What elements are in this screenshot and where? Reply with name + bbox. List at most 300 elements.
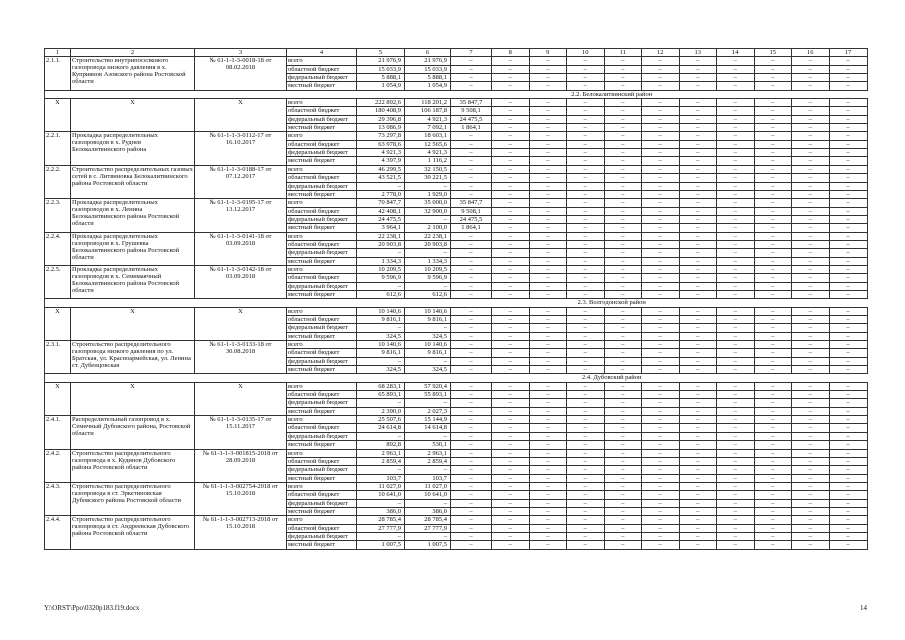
amount-later-year: – [642, 416, 680, 424]
amount-later-year: – [829, 149, 867, 157]
amount-total: 22 238,1 [357, 232, 405, 240]
amount-later-year: – [754, 157, 792, 165]
section-blank [45, 299, 357, 307]
amount-later-year: – [529, 366, 567, 374]
amount-later-year: – [717, 82, 755, 90]
amount-later-year: – [529, 491, 567, 499]
amount-later-year: – [792, 65, 830, 73]
amount-total: 9 816,1 [357, 349, 405, 357]
funding-source: всего [287, 132, 357, 140]
funding-source: всего [287, 99, 357, 107]
item-number: 2.4.4. [45, 516, 71, 549]
item-number: 2.1.1. [45, 57, 71, 90]
amount-year-1: 32 150,5 [405, 165, 451, 173]
amount-later-year: – [679, 441, 717, 449]
amount-later-year: – [792, 149, 830, 157]
amount-later-year: – [642, 391, 680, 399]
amount-later-year: – [717, 99, 755, 107]
object-name: Х [71, 307, 195, 340]
amount-later-year: – [792, 140, 830, 148]
amount-year-2: 24 475,5 [451, 115, 492, 123]
amount-later-year: – [642, 382, 680, 390]
amount-later-year: – [717, 232, 755, 240]
amount-later-year: – [604, 432, 642, 440]
amount-later-year: – [679, 316, 717, 324]
amount-later-year: – [604, 224, 642, 232]
amount-later-year: – [567, 132, 605, 140]
object-name: Строительство внутрипоселкового газопровода низкого давления в х. Куприянов Азовского района Ростовской области [71, 57, 195, 90]
amount-later-year: – [717, 474, 755, 482]
page-number: 14 [860, 604, 867, 612]
amount-later-year: – [792, 290, 830, 298]
amount-total: 65 893,1 [357, 391, 405, 399]
amount-total: 70 847,7 [357, 199, 405, 207]
funding-source: местный бюджет [287, 124, 357, 132]
amount-later-year: – [679, 99, 717, 107]
amount-later-year: – [754, 407, 792, 415]
amount-year-2: – [451, 491, 492, 499]
amount-later-year: – [679, 274, 717, 282]
amount-later-year: – [642, 366, 680, 374]
amount-later-year: – [829, 99, 867, 107]
amount-later-year: – [642, 316, 680, 324]
amount-later-year: – [829, 524, 867, 532]
amount-later-year: – [679, 199, 717, 207]
amount-later-year: – [829, 474, 867, 482]
amount-later-year: – [679, 399, 717, 407]
amount-later-year: – [529, 391, 567, 399]
amount-later-year: – [529, 457, 567, 465]
amount-year-2: – [451, 524, 492, 532]
amount-year-2: – [451, 57, 492, 65]
amount-later-year: – [567, 399, 605, 407]
funding-source: местный бюджет [287, 224, 357, 232]
amount-later-year: – [642, 190, 680, 198]
amount-later-year: – [717, 74, 755, 82]
amount-year-1: – [405, 466, 451, 474]
amount-later-year: – [642, 499, 680, 507]
amount-later-year: – [792, 157, 830, 165]
amount-year-1: 1 054,9 [405, 82, 451, 90]
amount-year-2: 9 508,1 [451, 107, 492, 115]
amount-total: – [357, 182, 405, 190]
amount-later-year: – [754, 257, 792, 265]
amount-later-year: – [492, 382, 530, 390]
amount-later-year: – [529, 190, 567, 198]
amount-later-year: – [567, 190, 605, 198]
amount-later-year: – [754, 174, 792, 182]
table-row [45, 132, 868, 140]
amount-year-2: – [451, 190, 492, 198]
amount-later-year: – [642, 249, 680, 257]
amount-later-year: – [529, 441, 567, 449]
amount-later-year: – [604, 307, 642, 315]
amount-later-year: – [679, 290, 717, 298]
amount-later-year: – [754, 449, 792, 457]
amount-later-year: – [717, 249, 755, 257]
amount-year-1: – [405, 182, 451, 190]
amount-total: 892,8 [357, 441, 405, 449]
amount-later-year: – [529, 432, 567, 440]
amount-later-year: – [567, 499, 605, 507]
amount-later-year: – [679, 382, 717, 390]
amount-later-year: – [792, 190, 830, 198]
amount-later-year: – [754, 366, 792, 374]
amount-year-2: – [451, 391, 492, 399]
amount-later-year: – [567, 249, 605, 257]
amount-total: 13 086,9 [357, 124, 405, 132]
amount-later-year: – [529, 165, 567, 173]
amount-year-1: – [405, 215, 451, 223]
amount-later-year: – [829, 457, 867, 465]
amount-later-year: – [529, 516, 567, 524]
amount-later-year: – [792, 532, 830, 540]
funding-source: местный бюджет [287, 157, 357, 165]
amount-later-year: – [492, 265, 530, 273]
object-name: Строительство распределительного газопровода в ст. Эркетиновская Дубовского района Ростовской области [71, 482, 195, 515]
funding-source: федеральный бюджет [287, 324, 357, 332]
item-number: 2.3.1. [45, 341, 71, 374]
amount-later-year: – [829, 324, 867, 332]
amount-later-year: – [717, 507, 755, 515]
amount-later-year: – [717, 491, 755, 499]
amount-later-year: – [829, 341, 867, 349]
amount-later-year: – [604, 366, 642, 374]
amount-later-year: – [679, 257, 717, 265]
amount-later-year: – [529, 232, 567, 240]
amount-year-2: – [451, 432, 492, 440]
amount-year-2: – [451, 149, 492, 157]
amount-year-2: – [451, 174, 492, 182]
amount-later-year: – [679, 457, 717, 465]
amount-later-year: – [717, 524, 755, 532]
amount-later-year: – [604, 124, 642, 132]
amount-later-year: – [717, 407, 755, 415]
column-number: 7 [451, 49, 492, 57]
funding-source: областной бюджет [287, 349, 357, 357]
amount-later-year: – [604, 466, 642, 474]
funding-source: всего [287, 416, 357, 424]
amount-later-year: – [679, 207, 717, 215]
amount-later-year: – [829, 249, 867, 257]
amount-year-2: – [451, 74, 492, 82]
amount-later-year: – [717, 399, 755, 407]
amount-later-year: – [754, 190, 792, 198]
amount-later-year: – [604, 324, 642, 332]
amount-year-1: 10 209,5 [405, 265, 451, 273]
funding-source: местный бюджет [287, 441, 357, 449]
amount-year-2: – [451, 332, 492, 340]
amount-later-year: – [567, 215, 605, 223]
amount-year-2: – [451, 82, 492, 90]
amount-later-year: – [754, 432, 792, 440]
amount-later-year: – [492, 524, 530, 532]
amount-later-year: – [717, 174, 755, 182]
amount-later-year: – [829, 382, 867, 390]
amount-later-year: – [829, 416, 867, 424]
expertise-doc: № 61-1-1-3-0188-17 от 07.12.2017 [195, 165, 287, 198]
amount-total: 20 903,8 [357, 240, 405, 248]
amount-later-year: – [529, 499, 567, 507]
amount-later-year: – [642, 474, 680, 482]
amount-total: 222 892,6 [357, 99, 405, 107]
amount-year-2: – [451, 399, 492, 407]
amount-year-1: 2 100,0 [405, 224, 451, 232]
amount-later-year: – [492, 407, 530, 415]
amount-later-year: – [529, 132, 567, 140]
amount-later-year: – [642, 491, 680, 499]
amount-later-year: – [679, 524, 717, 532]
amount-later-year: – [529, 99, 567, 107]
expertise-doc: № 61-1-1-3-001815-2018 от 28.09.2018 [195, 449, 287, 482]
amount-later-year: – [492, 341, 530, 349]
funding-source: всего [287, 482, 357, 490]
amount-year-2: – [451, 282, 492, 290]
amount-later-year: – [529, 532, 567, 540]
amount-later-year: – [567, 341, 605, 349]
amount-later-year: – [717, 449, 755, 457]
table-row [45, 382, 868, 390]
funding-source: федеральный бюджет [287, 399, 357, 407]
funding-source: местный бюджет [287, 474, 357, 482]
amount-total: 68 283,1 [357, 382, 405, 390]
amount-later-year: – [567, 457, 605, 465]
amount-later-year: – [567, 149, 605, 157]
amount-later-year: – [642, 240, 680, 248]
amount-total: 1 054,9 [357, 82, 405, 90]
amount-later-year: – [829, 499, 867, 507]
amount-later-year: – [604, 215, 642, 223]
table-row [45, 482, 868, 490]
amount-later-year: – [679, 424, 717, 432]
funding-source: областной бюджет [287, 240, 357, 248]
amount-year-2: – [451, 482, 492, 490]
amount-later-year: – [604, 532, 642, 540]
amount-later-year: – [754, 307, 792, 315]
amount-later-year: – [754, 215, 792, 223]
amount-later-year: – [642, 265, 680, 273]
amount-later-year: – [529, 424, 567, 432]
funding-source: областной бюджет [287, 391, 357, 399]
object-name: Строительство распределительного газопровода в х. Кудинов Дубовского района Ростовской области [71, 449, 195, 482]
amount-later-year: – [567, 507, 605, 515]
funding-source: местный бюджет [287, 290, 357, 298]
amount-later-year: – [829, 157, 867, 165]
amount-later-year: – [642, 507, 680, 515]
amount-total: 324,5 [357, 332, 405, 340]
amount-year-1: 612,6 [405, 290, 451, 298]
amount-later-year: – [529, 482, 567, 490]
amount-later-year: – [529, 182, 567, 190]
expertise-doc: Х [195, 382, 287, 415]
amount-later-year: – [792, 174, 830, 182]
amount-later-year: – [754, 232, 792, 240]
table-row [45, 416, 868, 424]
amount-later-year: – [792, 240, 830, 248]
funding-source: федеральный бюджет [287, 499, 357, 507]
amount-later-year: – [642, 424, 680, 432]
column-number: 2 [71, 49, 195, 57]
amount-later-year: – [829, 240, 867, 248]
amount-year-2: – [451, 499, 492, 507]
column-number: 10 [567, 49, 605, 57]
amount-later-year: – [492, 541, 530, 549]
amount-later-year: – [492, 507, 530, 515]
expertise-doc: Х [195, 99, 287, 132]
amount-later-year: – [829, 140, 867, 148]
amount-year-2: – [451, 541, 492, 549]
column-number: 1 [45, 49, 71, 57]
amount-later-year: – [792, 249, 830, 257]
amount-later-year: – [604, 182, 642, 190]
amount-later-year: – [717, 290, 755, 298]
amount-later-year: – [717, 341, 755, 349]
amount-later-year: – [567, 165, 605, 173]
amount-later-year: – [754, 65, 792, 73]
amount-later-year: – [492, 282, 530, 290]
item-number: 2.2.4. [45, 232, 71, 265]
amount-later-year: – [754, 541, 792, 549]
amount-later-year: – [829, 124, 867, 132]
amount-later-year: – [829, 274, 867, 282]
funding-source: всего [287, 232, 357, 240]
amount-total: – [357, 499, 405, 507]
amount-later-year: – [792, 382, 830, 390]
amount-later-year: – [529, 207, 567, 215]
amount-year-1: 1 007,5 [405, 541, 451, 549]
amount-year-2: – [451, 249, 492, 257]
amount-later-year: – [567, 466, 605, 474]
amount-later-year: – [679, 82, 717, 90]
amount-later-year: – [829, 207, 867, 215]
amount-later-year: – [642, 74, 680, 82]
amount-later-year: – [829, 165, 867, 173]
amount-later-year: – [604, 115, 642, 123]
amount-year-2: 1 864,1 [451, 224, 492, 232]
amount-later-year: – [754, 140, 792, 148]
amount-later-year: – [567, 224, 605, 232]
funding-source: федеральный бюджет [287, 182, 357, 190]
amount-later-year: – [529, 282, 567, 290]
item-number: 2.2.5. [45, 265, 71, 298]
amount-later-year: – [679, 107, 717, 115]
amount-later-year: – [604, 232, 642, 240]
amount-later-year: – [792, 199, 830, 207]
amount-later-year: – [567, 290, 605, 298]
amount-later-year: – [754, 507, 792, 515]
amount-later-year: – [754, 240, 792, 248]
amount-later-year: – [567, 324, 605, 332]
amount-later-year: – [792, 332, 830, 340]
amount-later-year: – [529, 215, 567, 223]
column-number: 6 [405, 49, 451, 57]
amount-total: 5 888,1 [357, 74, 405, 82]
amount-year-2: – [451, 182, 492, 190]
amount-later-year: – [529, 290, 567, 298]
amount-later-year: – [604, 391, 642, 399]
amount-later-year: – [529, 357, 567, 365]
amount-year-2: – [451, 532, 492, 540]
amount-later-year: – [567, 407, 605, 415]
table-row [45, 99, 868, 107]
amount-later-year: – [642, 274, 680, 282]
amount-later-year: – [717, 324, 755, 332]
column-number: 15 [754, 49, 792, 57]
amount-later-year: – [792, 82, 830, 90]
object-name: Строительство распределительного газопровода низкого давления по ул. Братская, ул. Красноармейская, ул. Ленина ст. Дубенцовская [71, 341, 195, 374]
amount-later-year: – [717, 115, 755, 123]
amount-total: 43 521,5 [357, 174, 405, 182]
amount-later-year: – [754, 416, 792, 424]
funding-source: федеральный бюджет [287, 357, 357, 365]
amount-later-year: – [829, 449, 867, 457]
amount-year-1: 1 929,0 [405, 190, 451, 198]
amount-later-year: – [754, 357, 792, 365]
amount-later-year: – [754, 532, 792, 540]
amount-later-year: – [642, 341, 680, 349]
amount-later-year: – [679, 174, 717, 182]
amount-year-2: – [451, 507, 492, 515]
amount-total: 2 778,0 [357, 190, 405, 198]
amount-later-year: – [642, 65, 680, 73]
amount-later-year: – [829, 491, 867, 499]
amount-later-year: – [829, 265, 867, 273]
amount-later-year: – [642, 174, 680, 182]
amount-later-year: – [567, 65, 605, 73]
amount-year-1: – [405, 399, 451, 407]
amount-later-year: – [679, 482, 717, 490]
amount-later-year: – [604, 249, 642, 257]
funding-source: областной бюджет [287, 65, 357, 73]
amount-later-year: – [829, 182, 867, 190]
amount-total: – [357, 399, 405, 407]
amount-later-year: – [717, 57, 755, 65]
column-number: 17 [829, 49, 867, 57]
amount-later-year: – [679, 57, 717, 65]
amount-later-year: – [567, 382, 605, 390]
amount-later-year: – [829, 441, 867, 449]
table-row [45, 516, 868, 524]
section-title: 2.4. Дубовский район [357, 374, 868, 382]
amount-total: – [357, 282, 405, 290]
amount-later-year: – [529, 257, 567, 265]
amount-later-year: – [829, 482, 867, 490]
amount-later-year: – [492, 199, 530, 207]
column-number: 9 [529, 49, 567, 57]
amount-later-year: – [642, 165, 680, 173]
amount-later-year: – [567, 474, 605, 482]
amount-year-2: – [451, 449, 492, 457]
amount-later-year: – [754, 224, 792, 232]
amount-total: 612,6 [357, 290, 405, 298]
amount-total: 2 963,1 [357, 449, 405, 457]
amount-later-year: – [567, 240, 605, 248]
expertise-doc: Х [195, 307, 287, 340]
column-number: 13 [679, 49, 717, 57]
amount-total: 73 297,8 [357, 132, 405, 140]
section-blank [45, 90, 357, 98]
section-title: 2.2. Белокалитвинский район [357, 90, 868, 98]
amount-later-year: – [717, 499, 755, 507]
amount-later-year: – [492, 449, 530, 457]
amount-later-year: – [642, 207, 680, 215]
amount-later-year: – [604, 491, 642, 499]
amount-later-year: – [792, 424, 830, 432]
amount-later-year: – [792, 99, 830, 107]
amount-year-2: 1 864,1 [451, 124, 492, 132]
amount-year-2: – [451, 232, 492, 240]
amount-later-year: – [529, 149, 567, 157]
